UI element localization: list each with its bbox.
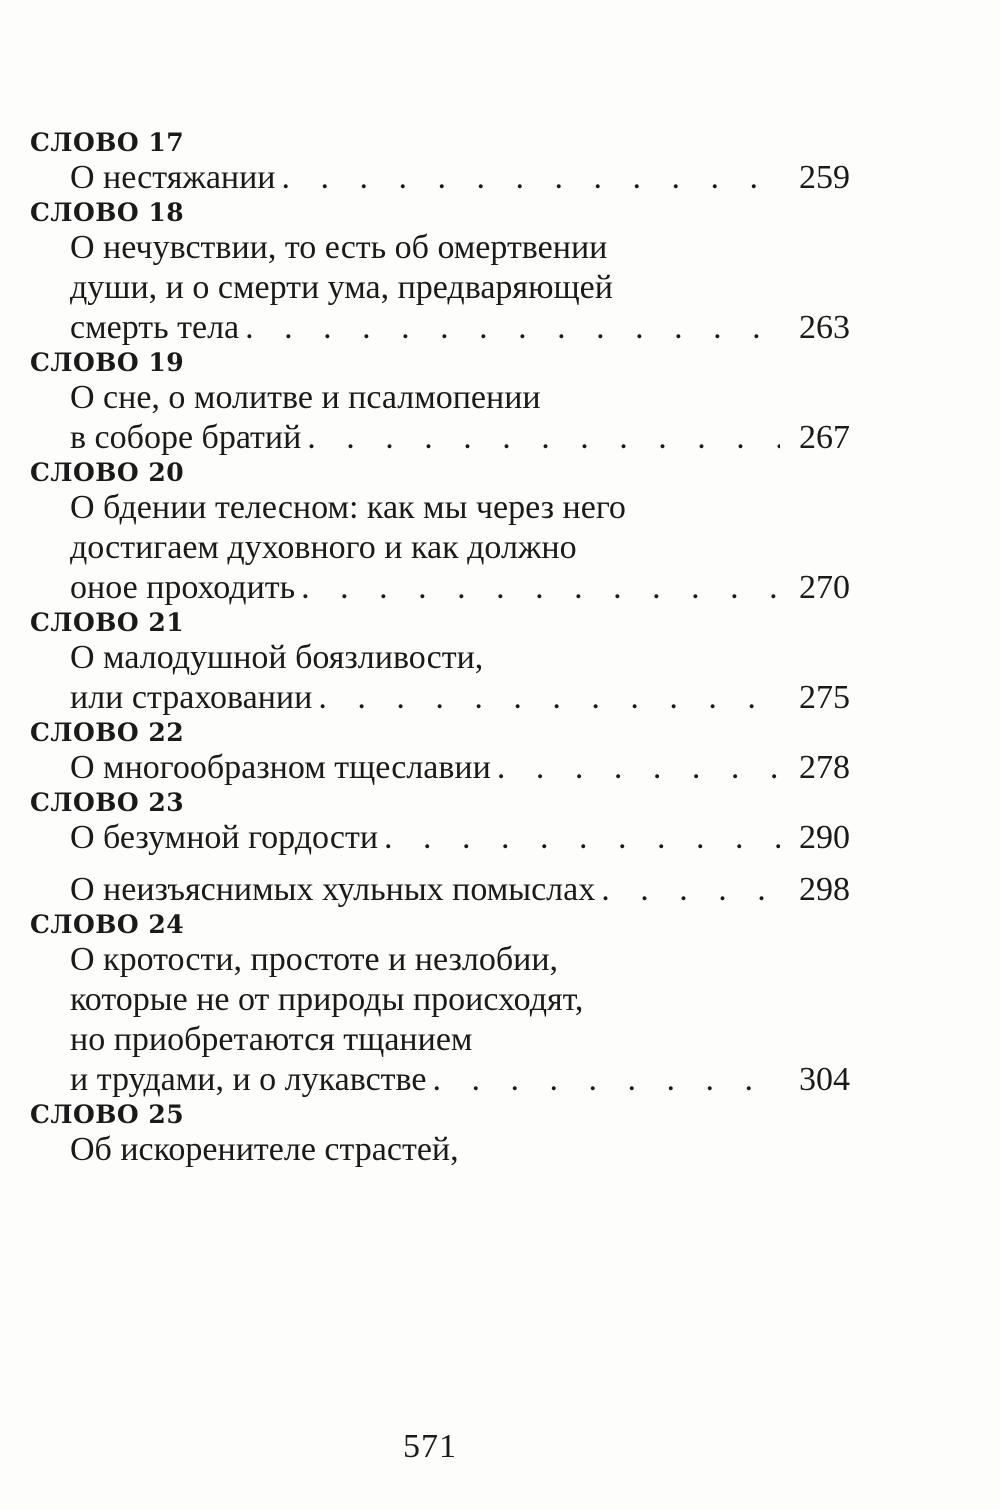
entry-title-line: достигаем духовного и как должно: [70, 529, 577, 566]
entry-title-line: в соборе братий: [70, 419, 302, 456]
dot-leader: [601, 870, 780, 910]
toc-chapter: [30, 458, 850, 608]
dot-leader: [384, 818, 780, 858]
dot-leader: [497, 748, 780, 788]
chapter-heading: СЛОВО 24: [30, 910, 185, 939]
toc-entry: [30, 638, 850, 718]
toc-chapter: [30, 198, 850, 348]
entry-title-line: которые не от природы происходят,: [70, 981, 584, 1018]
dot-leader: [307, 418, 780, 458]
chapter-heading: СЛОВО 19: [30, 348, 185, 377]
entry-page-number: 270: [799, 569, 850, 606]
entry-last-line: [70, 818, 850, 858]
entry-title-line: оное проходить: [70, 569, 296, 606]
dot-leader: [245, 308, 780, 348]
entry-page-number: 267: [799, 419, 850, 456]
entry-title-line: О бдении телесном: как мы через него: [70, 489, 626, 526]
entry-page-number: 290: [799, 819, 850, 856]
toc-entry: [30, 870, 850, 910]
entry-title-line: О нечувствии, то есть об омертвении: [70, 229, 608, 266]
toc-chapter: [30, 608, 850, 718]
dot-leader: [433, 1060, 781, 1100]
chapter-heading: СЛОВО 23: [30, 788, 185, 817]
entry-page-number: 278: [799, 749, 850, 786]
toc-entry: [30, 940, 850, 1100]
dot-leader: [318, 678, 780, 718]
entry-page-number: 298: [799, 871, 850, 908]
toc-entry: [30, 818, 850, 858]
chapter-heading: СЛОВО 25: [30, 1100, 185, 1129]
entry-page-number: 263: [799, 309, 850, 346]
entry-last-line: [70, 418, 850, 458]
entry-title-line: О сне, о молитве и псалмопении: [70, 379, 541, 416]
entry-last-line: [70, 308, 850, 348]
toc-chapter: [30, 1100, 850, 1170]
entry-last-line: [70, 748, 850, 788]
chapter-heading: СЛОВО 22: [30, 718, 185, 747]
table-of-contents: [30, 128, 850, 1170]
toc-entry: [30, 748, 850, 788]
chapter-heading: СЛОВО 17: [30, 128, 185, 157]
page-number: 571: [403, 1428, 457, 1465]
dot-leader: [282, 158, 781, 198]
entry-last-line: [70, 568, 850, 608]
toc-entry: [30, 158, 850, 198]
entry-title-line: О неизъяснимых хульных помыслах: [70, 871, 596, 908]
toc-entry: [30, 228, 850, 348]
entry-title-line: и трудами, и о лукавстве: [70, 1061, 427, 1098]
entry-title-line: О безумной гордости: [70, 819, 379, 856]
toc-chapter: [30, 910, 850, 1100]
entry-title-line: О многообразном тщеславии: [70, 749, 491, 786]
toc-entry: [30, 1130, 850, 1170]
entry-last-line: [70, 870, 850, 910]
entry-page-number: 304: [799, 1061, 850, 1098]
entry-title-line: но приобретаются тщанием: [70, 1021, 473, 1058]
entry-title-line: О нестяжании: [70, 159, 276, 196]
dot-leader: [301, 568, 780, 608]
toc-entry: [30, 488, 850, 608]
entry-page-number: 259: [799, 159, 850, 196]
entry-last-line: [70, 678, 850, 718]
entry-title-line: Об искоренителе страстей,: [70, 1131, 459, 1168]
toc-chapter: [30, 718, 850, 788]
entry-page-number: 275: [799, 679, 850, 716]
toc-chapter: [30, 348, 850, 458]
toc-chapter: [30, 128, 850, 198]
chapter-heading: СЛОВО 18: [30, 198, 185, 227]
toc-entry: [30, 378, 850, 458]
entry-title-line: или страховании: [70, 679, 313, 716]
entry-title-line: души, и о смерти ума, предваряющей: [70, 269, 613, 306]
toc-chapter: [30, 788, 850, 910]
entry-title-line: смерть тела: [70, 309, 240, 346]
entry-title-line: О малодушной боязливости,: [70, 639, 484, 676]
chapter-heading: СЛОВО 20: [30, 458, 185, 487]
entry-last-line: [70, 158, 850, 198]
entry-title-line: О кротости, простоте и незлобии,: [70, 941, 559, 978]
entry-last-line: [70, 1060, 850, 1100]
chapter-heading: СЛОВО 21: [30, 608, 185, 637]
